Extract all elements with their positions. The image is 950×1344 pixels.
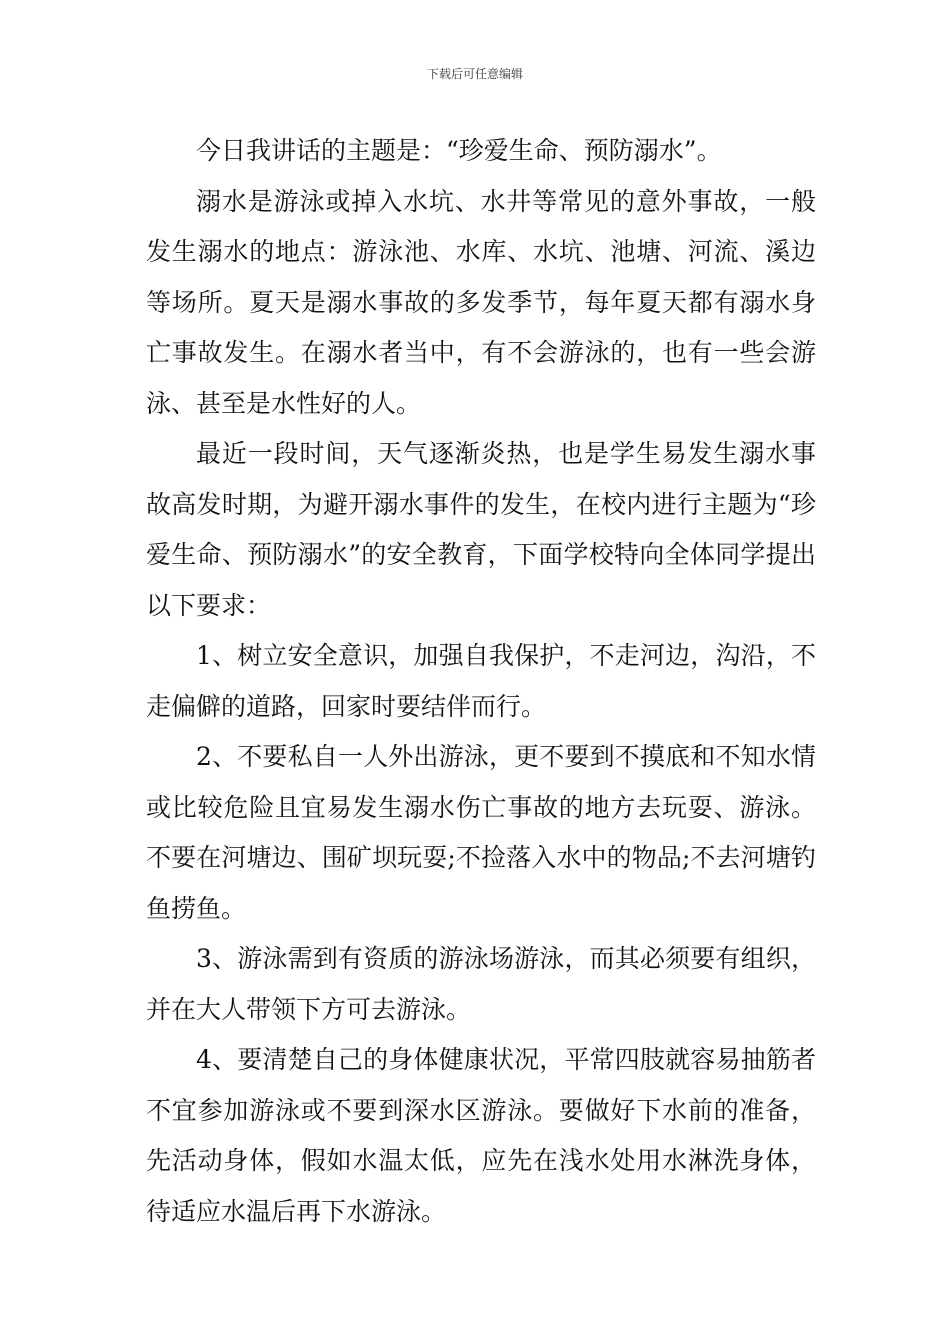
document-body [146, 126, 816, 1237]
paragraph-drowning-intro: 溺水是游泳或掉入水坑、水井等常见的意外事故，一般发生溺水的地点：游泳池、水库、水坑、池塘、河流、溪边等场所。夏天是溺水事故的多发季节，每年夏天都有溺水身亡事故发生。在溺水者当中，有不会游泳的，也有一些会游泳、甚至是水性好的人。 [146, 186, 816, 418]
paragraph-recent-period: 最近一段时间，天气逐渐炎热，也是学生易发生溺水事故高发时期，为避开溺水事件的发生，在校内进行主题为“珍爱生命、预防溺水”的安全教育，下面学校特向全体同学提出以下要求： [146, 439, 816, 620]
paragraph-rule-1: 1、树立安全意识，加强自我保护，不走河边，沟沿，不走偏僻的道路，回家时要结伴而行。 [146, 641, 816, 721]
page-header-note: 下载后可任意编辑 [426, 67, 523, 81]
paragraph-rule-2: 2、不要私自一人外出游泳，更不要到不摸底和不知水情或比较危险且宜易发生溺水伤亡事故的地方去玩耍、游泳。不要在河塘边、围矿坝玩耍;不捡落入水中的物品;不去河塘钓鱼捞鱼。 [146, 742, 816, 923]
paragraph-rule-4: 4、要清楚自己的身体健康状况，平常四肢就容易抽筋者不宜参加游泳或不要到深水区游泳。要做好下水前的准备，先活动身体，假如水温太低，应先在浅水处用水淋洗身体，待适应水温后再下水游泳。 [146, 1045, 816, 1226]
paragraph-topic: 今日我讲话的主题是：“珍爱生命、预防溺水”。 [196, 136, 722, 165]
paragraph-rule-3: 3、游泳需到有资质的游泳场游泳，而其必须要有组织，并在大人带领下方可去游泳。 [146, 944, 816, 1024]
